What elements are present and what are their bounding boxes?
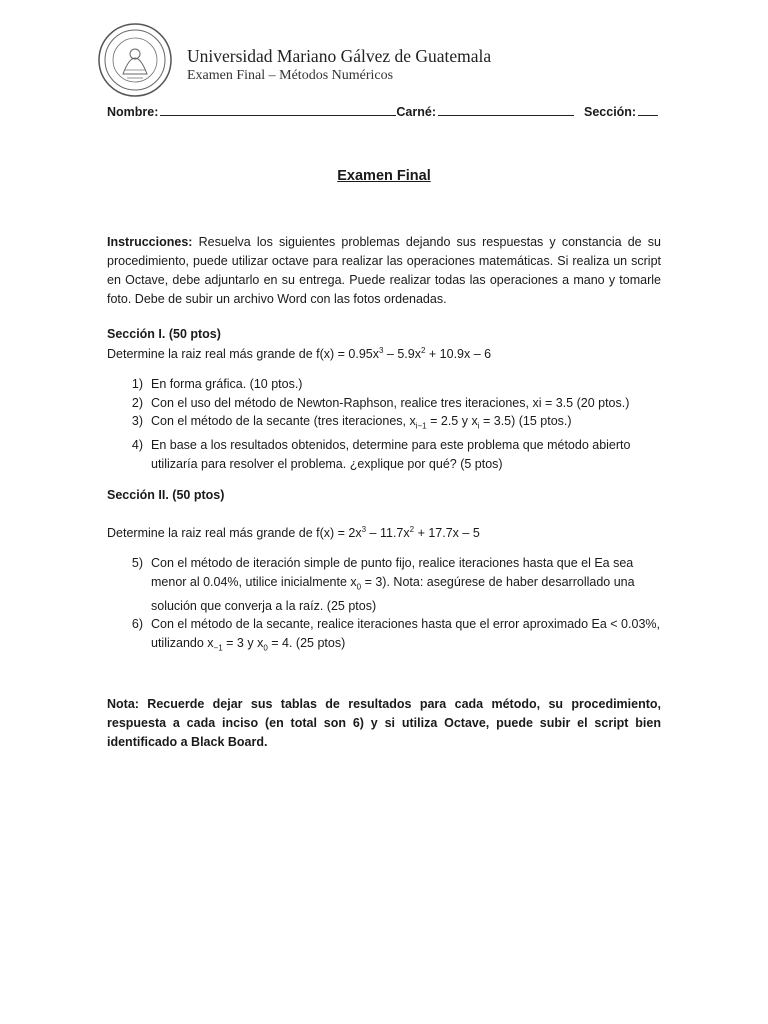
section1-prompt: [107, 346, 491, 361]
section2-heading: Sección II. (50 ptos): [107, 488, 225, 502]
sup-2: 2: [409, 525, 415, 534]
carne-label: Carné:: [396, 105, 436, 119]
instructions-text: Resuelva los siguientes problemas dejando sus respuestas y constancia de su procedimiento, puede utilizar octave para realizar las operaciones matemáticas. Si realiza un script en Octave, debe adjuntarlo en su entrega. Puede realizar todas las operaciones a mano y tomarle foto. Debe de subir un archivo Word con las fotos ordenadas.: [107, 235, 661, 306]
section2-prompt: [107, 525, 480, 540]
seccion-label: Sección:: [584, 105, 637, 119]
section2-prompt-text: Determine la raiz real más grande de f(x) = 2x: [107, 526, 362, 541]
section1-list: [107, 375, 667, 473]
sup-2: 2: [420, 346, 426, 355]
section2-eq-mid: – 11.7x: [366, 526, 410, 541]
list-item: 5) Con el método de iteración simple de punto fijo, realice iteraciones hasta que el Ea sea menor al 0.04%, utilice inicialmente $x_0 = 3$). Nota: asegúrese de haber desarrollado una solución que converja a la raíz. (25 ptos): [131, 556, 635, 613]
section1-eq-mid: – 5.9x: [383, 347, 421, 362]
nombre-label: Nombre:: [107, 105, 159, 119]
page-title: [0, 168, 768, 184]
exam-subtitle: Examen Final – Métodos Numéricos: [187, 68, 394, 83]
list-item: 6) Con el método de la secante, realice iteraciones hasta que el error aproximado Ea < 0.03%, utilizando $x_{-1} = 3$ y $x_0 = 4$. (25 ptos): [131, 617, 660, 652]
final-note: Nota: Recuerde dejar sus tablas de resultados para cada método, su procedimiento, respuesta a cada inciso (en total son 6) y si utiliza Octave, puede subir el script bien identificado a Black Board.: [107, 697, 661, 749]
section1-heading: Sección I. (50 ptos): [107, 327, 221, 341]
student-fields: [107, 103, 667, 119]
list-item: 1) En forma gráfica. (10 ptos.): [131, 377, 303, 391]
section2-list: [107, 554, 667, 658]
section1-eq-tail: + 10.9x – 6: [425, 347, 492, 362]
seccion-blank[interactable]: [638, 103, 658, 116]
sup-3: 3: [379, 346, 384, 355]
instructions-paragraph: [107, 233, 661, 309]
section2-eq-tail: + 17.7x – 5: [414, 526, 480, 541]
list-item: 4) En base a los resultados obtenidos, determine para este problema que método abierto utilizaría para resolver el problema. ¿explique por qué? (5 ptos): [131, 438, 631, 471]
nombre-blank[interactable]: [160, 103, 396, 116]
carne-blank[interactable]: [438, 103, 574, 116]
instructions-label: Instrucciones:: [107, 235, 193, 249]
section1-prompt-text: Determine la raiz real más grande de f(x) = 0.95x: [107, 347, 379, 362]
university-name: Universidad Mariano Gálvez de Guatemala: [187, 46, 492, 66]
list-item: 3) Con el método de la secante (tres iteraciones, $x_{i-1} = 2.5$ y $x_i = 3.5$) (15 ptos.): [131, 414, 572, 431]
university-seal-icon: [97, 22, 173, 98]
list-item: 2) Con el uso del método de Newton-Raphson, realice tres iteraciones, xi = 3.5 (20 ptos.): [131, 395, 630, 410]
sup-3: 3: [361, 525, 367, 534]
page-title-text: Examen Final: [337, 168, 431, 184]
